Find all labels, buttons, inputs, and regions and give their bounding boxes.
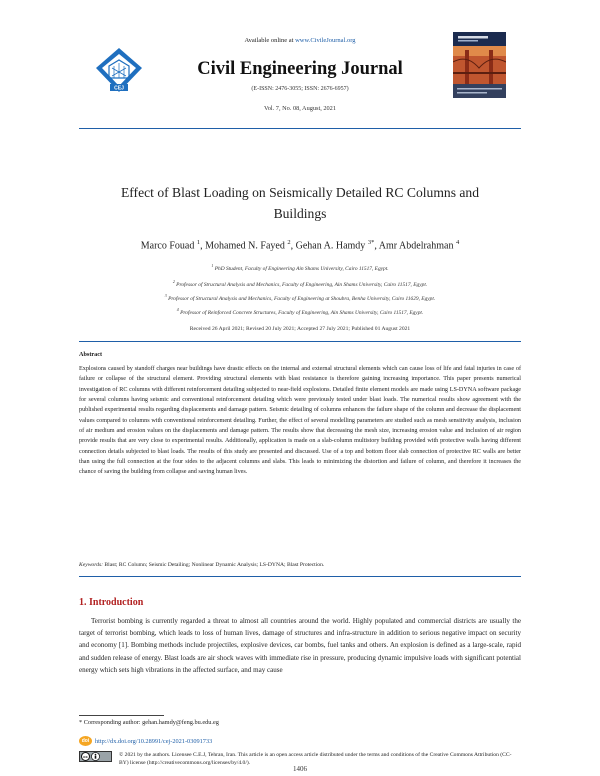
header-rule xyxy=(79,128,521,129)
cc-icon: cc xyxy=(81,752,90,761)
availability-prefix: Available online at xyxy=(244,37,296,44)
volume-line: Vol. 7, No. 08, August, 2021 xyxy=(264,105,336,112)
author-name: , Gehan A. Hamdy xyxy=(290,240,368,252)
affiliation-text: Professor of Structural Analysis and Mechanics, Faculty of Engineering, Ain Shams University, Cairo 11517, Egypt. xyxy=(174,281,428,288)
abstract-top-rule xyxy=(79,341,521,342)
doi-link[interactable]: http://dx.doi.org/10.28991/cej-2021-03091733 xyxy=(95,737,213,745)
corresponding-author: * Corresponding author: gehan.hamdy@feng.bu.edu.eg xyxy=(79,719,219,726)
affiliation-sup: 3 xyxy=(164,293,167,298)
affiliation-text: Professor of Reinforced Concrete Structures, Faculty of Engineering, Ain Shams University, Cairo 11517, Egypt. xyxy=(178,309,424,316)
author-name: , Mohamed N. Fayed xyxy=(200,240,288,252)
affiliation xyxy=(0,263,600,272)
author-sup: 3* xyxy=(367,239,375,246)
footnote-rule xyxy=(79,715,164,716)
doi-icon: doi xyxy=(79,736,92,746)
license-text: © 2021 by the authors. Licensee C.E.J, Tehran, Iran. This article is an open access article distributed under the terms and conditions of the Creative Commons Attribution (CC-BY) license (http://creativecommons.org/licenses/by/4.0/). xyxy=(119,752,512,766)
author-name: , Amr Abdelrahman xyxy=(374,240,456,252)
author-sup: 2 xyxy=(287,239,291,246)
affiliation xyxy=(0,307,600,316)
keywords-list: Blast; RC Column; Seismic Detailing; Nonlinear Dynamic Analysis; LS-DYNA; Blast Protection. xyxy=(103,562,325,568)
logo-text: CEJ xyxy=(114,85,124,92)
author-name: Marco Fouad xyxy=(140,240,197,252)
affiliation-text: PhD Student, Faculty of Engineering Ain Shams University, Cairo 11517, Egypt. xyxy=(213,265,389,272)
affiliation-sup: 4 xyxy=(176,307,179,312)
abstract-body: Explosions caused by standoff charges near buildings have drastic effects on the internal and external structural elements which can cause loss of life and fatal injuries in case of failure or collapse of the structural element. Providing structural elements with blast resistance is therefore gaining increasing importance. This paper presents numerical investigation of RC columns with different reinforcement detailing subjected to near-field explosions. Detailed finite element models are made using LS-DYNA software package for several columns having seismic and conventional reinforcement detailing which were previously tested under blast loads. The numerical results show agreement with the published experimental results regarding displacements and damage pattern. Seismic detailing of columns enhances the failure shape of the column and decrease the displacement values compared to columns with conventional reinforcement detailing. Further, the effect of several modelling parameters are studied such as mesh sensitivity analysis, inclusion of air medium and erosion values on the displacements and damage pattern. The results show that decreasing the mesh size, increasing erosion value and inclusion of air region provide results that are very close to experimental results. Additionally, application is made on a slab-column multistory building provided with protective walls having different connection details subjected to blast loads. The results of this study are presented and discussed. Use of a top and bottom floor slab connection of protective RC walls are better than using the full connection at the four sides to the adjacent columns and slabs. This leads to minimizing the distortion and failure of column, and therefore it increases the chance of saving the building from collapse and saving human lives. xyxy=(79,366,521,476)
cc-by-license-icon[interactable] xyxy=(79,751,112,762)
journal-cover-image xyxy=(453,32,506,98)
journal-title: Civil Engineering Journal xyxy=(197,59,403,79)
page-number: 1406 xyxy=(293,765,307,773)
section-heading-introduction: 1. Introduction xyxy=(79,597,144,608)
paper-title: Effect of Blast Loading on Seismically Detailed RC Columns and Buildings xyxy=(120,185,480,221)
author-sup: 1 xyxy=(196,239,201,246)
affiliation-text: Professor of Structural Analysis and Mechanics, Faculty of Engineering at Shoubra, Benha University, Cairo 11629, Egypt. xyxy=(166,295,436,302)
author-sup: 4 xyxy=(455,239,460,246)
abstract-bottom-rule xyxy=(79,576,521,577)
keywords-label: Keywords: xyxy=(79,562,104,568)
affiliation-sup: 2 xyxy=(172,279,175,284)
abstract-heading: Abstract xyxy=(79,351,103,358)
affiliation-sup: 1 xyxy=(211,263,214,268)
received-dates: Received 26 April 2021; Revised 20 July 2021; Accepted 27 July 2021; Published 01 August 2021 xyxy=(189,326,411,332)
affiliation xyxy=(0,279,600,288)
keywords-line xyxy=(79,562,521,568)
doi-row xyxy=(79,735,212,747)
introduction-body: Terrorist bombing is currently regarded a threat to almost all countries around the world. Highly populated and commercial districts are usually the target of terrorist bombing, which leads to loss of human lives, damage of structures and infra-structure in addition to serious negative impact on security and economy [1]. Bombing methods include projectiles, explosive devices, car bombs, fuel tanks and others. An explosion is defined as a large-scale, rapid and sudden release of energy. Blast loads are air shock waves with immediate rise in pressure, producing dynamic impulsive loads with significant potential energy which sets high vibrations in the affected surface, and may cause xyxy=(79,617,521,674)
author-list xyxy=(0,239,600,251)
journal-website-link[interactable]: www.CivileJournal.org xyxy=(295,37,356,44)
issn-line: (E-ISSN: 2476-3055; ISSN: 2676-6957) xyxy=(251,86,349,92)
affiliation xyxy=(0,293,600,302)
attribution-icon xyxy=(91,752,100,761)
availability-line xyxy=(0,37,600,44)
